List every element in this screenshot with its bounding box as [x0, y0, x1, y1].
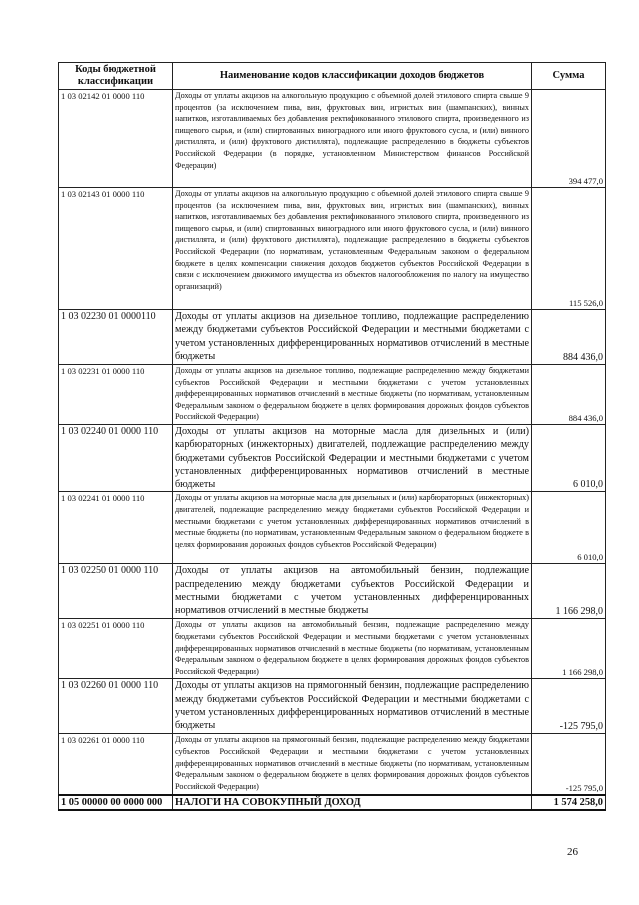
- row-code: 1 03 02230 01 0000110: [59, 310, 173, 365]
- table-row: [59, 365, 606, 425]
- row-code: 1 03 02261 01 0000 110: [59, 734, 173, 795]
- table-row: [59, 90, 606, 188]
- row-name: Доходы от уплаты акцизов на автомобильный бензин, подлежащие распределению между бюджетами субъектов Российской Федерации и местными бюджетами с учетом установленных дифференцированных нормативов отчислений в местные бюджеты: [173, 564, 532, 619]
- table-row: [59, 564, 606, 619]
- table-row: [59, 425, 606, 492]
- total-sum: 1 574 258,0: [532, 795, 606, 810]
- table-row: [59, 492, 606, 564]
- revenue-table: [58, 62, 606, 811]
- row-sum: 394 477,0: [532, 90, 606, 188]
- header-name: Наименование кодов классификации доходов бюджетов: [173, 63, 532, 90]
- table-row: [59, 734, 606, 795]
- row-name: Доходы от уплаты акцизов на алкогольную продукцию с объемной долей этилового спирта свыше 9 процентов (за исключением пива, вин, фруктовых вин, игристых вин (шампанских), винных напитков, изготавливаемых без добавления ректификованного этилового спирта, произведенного из пищевого сырья, и (или) спиртованных виноградного или иного фруктового сусла, и (или) винного дистиллята, и (или) фруктового дистиллята), подлежащие распределению в бюджеты субъектов Российской Федерации (по нормативам, установленным Федеральным законом о федеральном бюджете в целях компенсации снижения доходов бюджетов субъектов Российской Федерации в связи с исключением движимого имущества из объектов налогообложения по налогу на имущество организаций): [173, 188, 532, 310]
- row-code: 1 03 02241 01 0000 110: [59, 492, 173, 564]
- row-sum: 1 166 298,0: [532, 564, 606, 619]
- row-name: Доходы от уплаты акцизов на моторные масла для дизельных и (или) карбюраторных (инжекторных) двигателей, подлежащие распределению между бюджетами субъектов Российской Федерации и местными бюджетами с учетом установленных дифференцированных нормативов отчислений в местные бюджеты: [173, 425, 532, 492]
- table-row: [59, 679, 606, 734]
- page-number: 26: [567, 846, 578, 858]
- total-row: [59, 795, 606, 810]
- header-sum: Сумма: [532, 63, 606, 90]
- row-code: 1 03 02231 01 0000 110: [59, 365, 173, 425]
- table-row: [59, 188, 606, 310]
- row-sum: 1 166 298,0: [532, 619, 606, 679]
- row-sum: 6 010,0: [532, 492, 606, 564]
- row-name: Доходы от уплаты акцизов на прямогонный бензин, подлежащие распределению между бюджетами субъектов Российской Федерации и местными бюджетами с учетом установленных дифференцированных нормативов отчислений в местные бюджеты: [173, 679, 532, 734]
- row-sum: 884 436,0: [532, 365, 606, 425]
- row-name: Доходы от уплаты акцизов на прямогонный бензин, подлежащие распределению между бюджетами субъектов Российской Федерации и местными бюджетами с учетом установленных дифференцированных нормативов отчислений в местные бюджеты (по нормативам, установленным Федеральным законом о федеральном бюджете в целях формирования дорожных фондов субъектов Российской Федерации): [173, 734, 532, 795]
- row-sum: 884 436,0: [532, 310, 606, 365]
- row-name: Доходы от уплаты акцизов на дизельное топливо, подлежащие распределению между бюджетами субъектов Российской Федерации и местными бюджетами с учетом установленных дифференцированных нормативов отчислений в местные бюджеты: [173, 310, 532, 365]
- row-code: 1 03 02250 01 0000 110: [59, 564, 173, 619]
- row-sum: 115 526,0: [532, 188, 606, 310]
- row-name: Доходы от уплаты акцизов на автомобильный бензин, подлежащие распределению между бюджетами субъектов Российской Федерации и местными бюджетами с учетом установленных дифференцированных нормативов отчислений в местные бюджеты (по нормативам, установленным Федеральным законом о федеральном бюджете в целях формирования дорожных фондов субъектов Российской Федерации): [173, 619, 532, 679]
- row-name: Доходы от уплаты акцизов на моторные масла для дизельных и (или) карбюраторных (инжекторных) двигателей, подлежащие распределению между бюджетами субъектов Российской Федерации и местными бюджетами с учетом установленных дифференцированных нормативов отчислений в местные бюджеты (по нормативам, установленным Федеральным законом о федеральном бюджете в целях формирования дорожных фондов субъектов Российской Федерации): [173, 492, 532, 564]
- table-row: [59, 310, 606, 365]
- table-header-row: [59, 63, 606, 90]
- row-sum: -125 795,0: [532, 679, 606, 734]
- table-row: [59, 619, 606, 679]
- total-code: 1 05 00000 00 0000 000: [59, 795, 173, 810]
- row-code: 1 03 02142 01 0000 110: [59, 90, 173, 188]
- row-name: Доходы от уплаты акцизов на алкогольную продукцию с объемной долей этилового спирта свыше 9 процентов (за исключением пива, вин, фруктовых вин, игристых вин (шампанских), винных напитков, изготавливаемых без добавления ректификованного этилового спирта, произведенного из пищевого сырья, и (или) спиртованных виноградного или иного фруктового сусла, и (или) винного дистиллята, и (или) фруктового дистиллята), подлежащие распределению в бюджеты субъектов Российской Федерации (в порядке, установленном Министерством финансов Российской Федерации): [173, 90, 532, 188]
- total-name: НАЛОГИ НА СОВОКУПНЫЙ ДОХОД: [173, 795, 532, 810]
- row-code: 1 03 02240 01 0000 110: [59, 425, 173, 492]
- row-code: 1 03 02251 01 0000 110: [59, 619, 173, 679]
- row-name: Доходы от уплаты акцизов на дизельное топливо, подлежащие распределению между бюджетами субъектов Российской Федерации и местными бюджетами с учетом установленных дифференцированных нормативов отчислений в местные бюджеты (по нормативам, установленным Федеральным законом о федеральном бюджете в целях формирования дорожных фондов субъектов Российской Федерации): [173, 365, 532, 425]
- row-sum: -125 795,0: [532, 734, 606, 795]
- row-code: 1 03 02260 01 0000 110: [59, 679, 173, 734]
- header-code: Коды бюджетной классификации: [59, 63, 173, 90]
- row-code: 1 03 02143 01 0000 110: [59, 188, 173, 310]
- row-sum: 6 010,0: [532, 425, 606, 492]
